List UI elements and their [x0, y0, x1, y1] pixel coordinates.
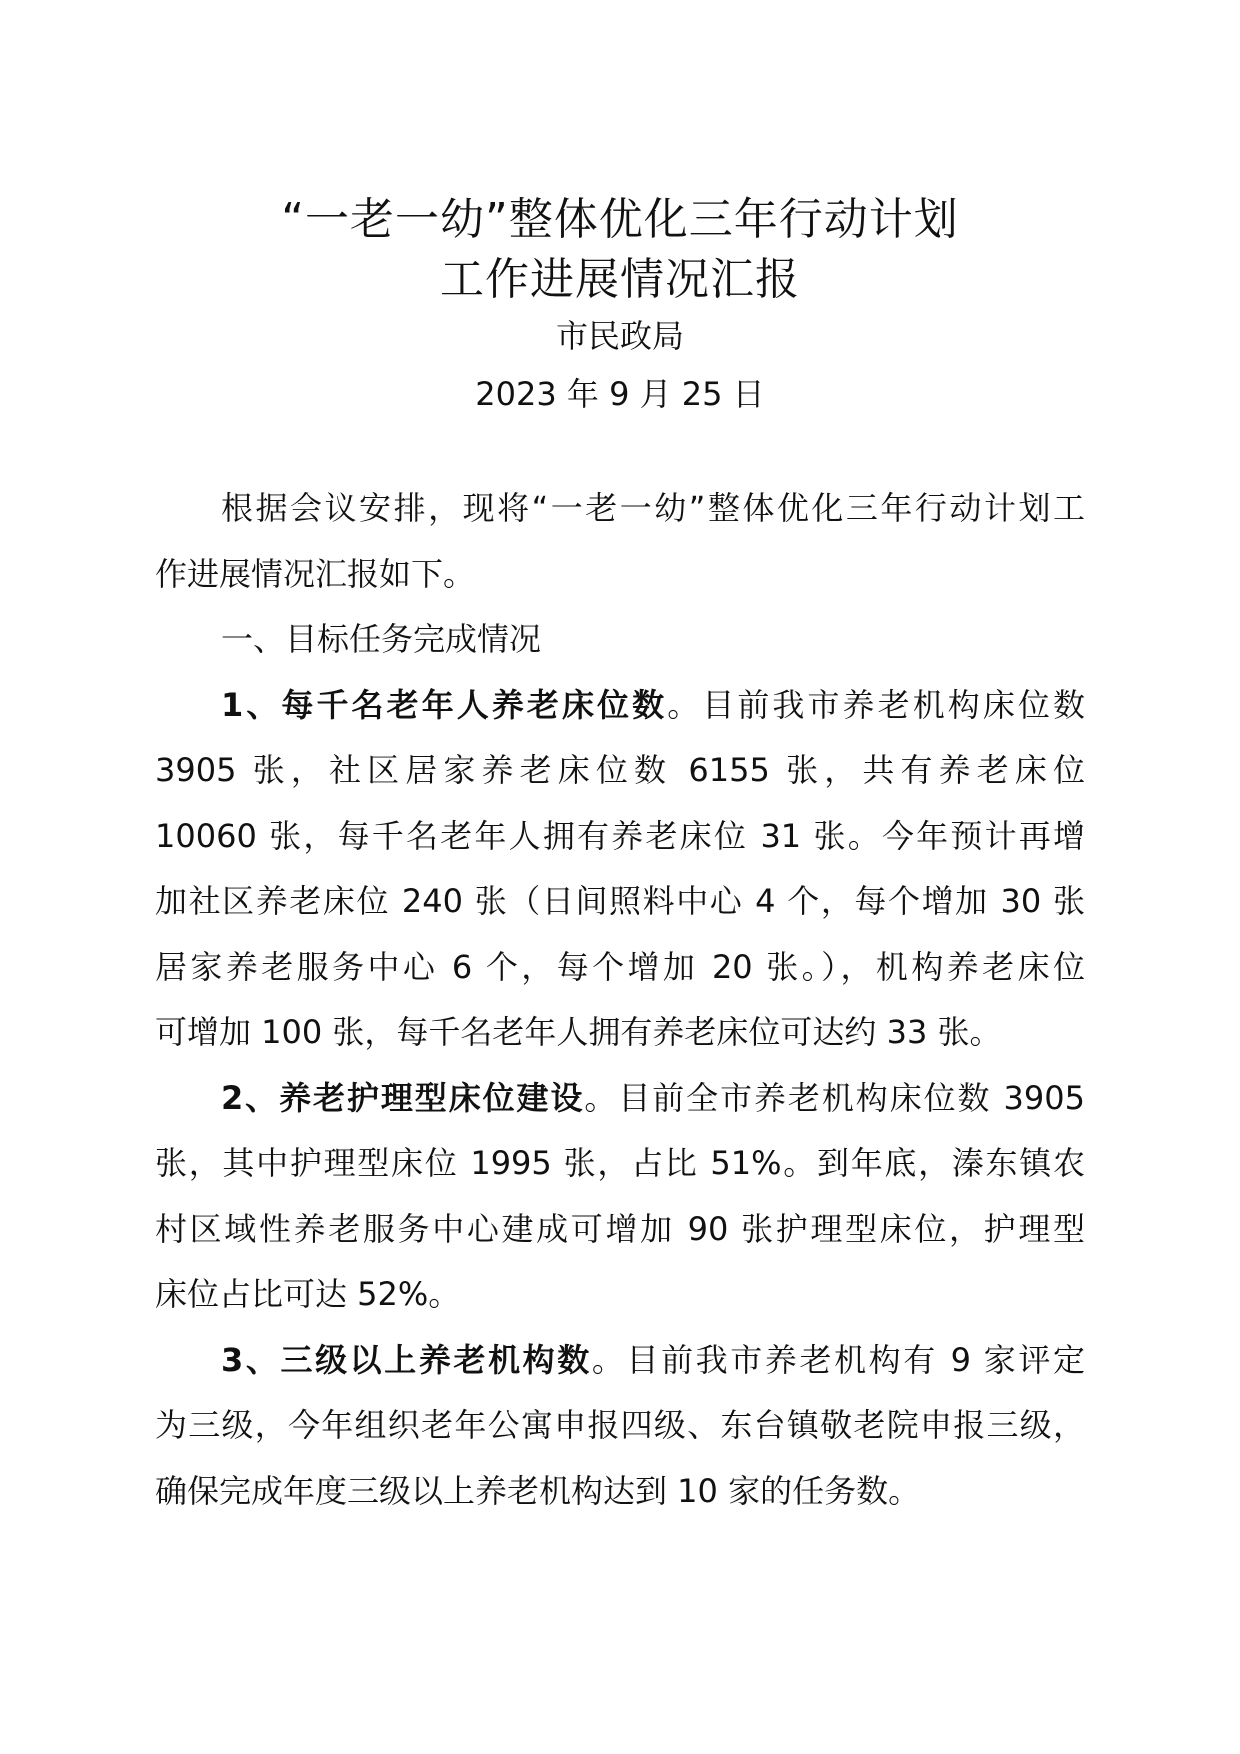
document-title-line1: “一老一幼”整体优化三年行动计划	[281, 194, 959, 245]
item2-line: 村区域性养老服务中心建成可增加 90 张护理型床位，护理型	[155, 1209, 1085, 1248]
item1-first-line	[155, 673, 1085, 739]
item1-line: 3905 张，社区居家养老床位数 6155 张，共有养老床位	[155, 751, 1085, 789]
document-date: 2023 年 9 月 25 日	[475, 375, 765, 413]
item1-first-rest: 。目前我市养老机构床位数	[667, 685, 1085, 724]
item3-label: 3、三级以上养老机构数	[221, 1340, 592, 1379]
item2-label: 2、养老护理型床位建设	[221, 1078, 585, 1117]
item1-line: 居家养老服务中心 6 个，每个增加 20 张。），机构养老床位	[155, 947, 1085, 986]
section-heading: 一、目标任务完成情况	[221, 620, 542, 658]
document-body	[155, 476, 1085, 1524]
item3-line: 为三级，今年组织老年公寓申报四级、东台镇敬老院申报三级，	[155, 1406, 1085, 1444]
item1-line: 加社区养老床位 240 张（日间照料中心 4 个，每个增加 30 张	[155, 882, 1085, 920]
item2-first-line	[155, 1066, 1085, 1132]
item2-line: 床位占比可达 52%。	[155, 1275, 461, 1313]
item1-label: 1、每千名老年人养老床位数	[221, 685, 668, 724]
item3-line: 确保完成年度三级以上养老机构达到 10 家的任务数。	[155, 1471, 921, 1510]
item1-line: 10060 张，每千名老年人拥有养老床位 31 张。今年预计再增	[155, 816, 1085, 855]
item3-first-rest: 。目前我市养老机构有 9 家评定	[591, 1340, 1085, 1379]
item2-first-rest: 。目前全市养老机构床位数 3905	[584, 1078, 1085, 1117]
issuer: 市民政局	[555, 317, 684, 355]
item1-line: 可增加 100 张，每千名老年人拥有养老床位可达约 33 张。	[155, 1013, 1002, 1051]
intro-line: 作进展情况汇报如下。	[155, 554, 476, 593]
document-title-line2: 工作进展情况汇报	[440, 254, 800, 305]
item3-first-line	[155, 1328, 1085, 1394]
item2-line: 张，其中护理型床位 1995 张，占比 51%。到年底，溱东镇农	[155, 1144, 1085, 1182]
intro-line: 根据会议安排，现将“一老一幼”整体优化三年行动计划工	[221, 489, 1085, 527]
